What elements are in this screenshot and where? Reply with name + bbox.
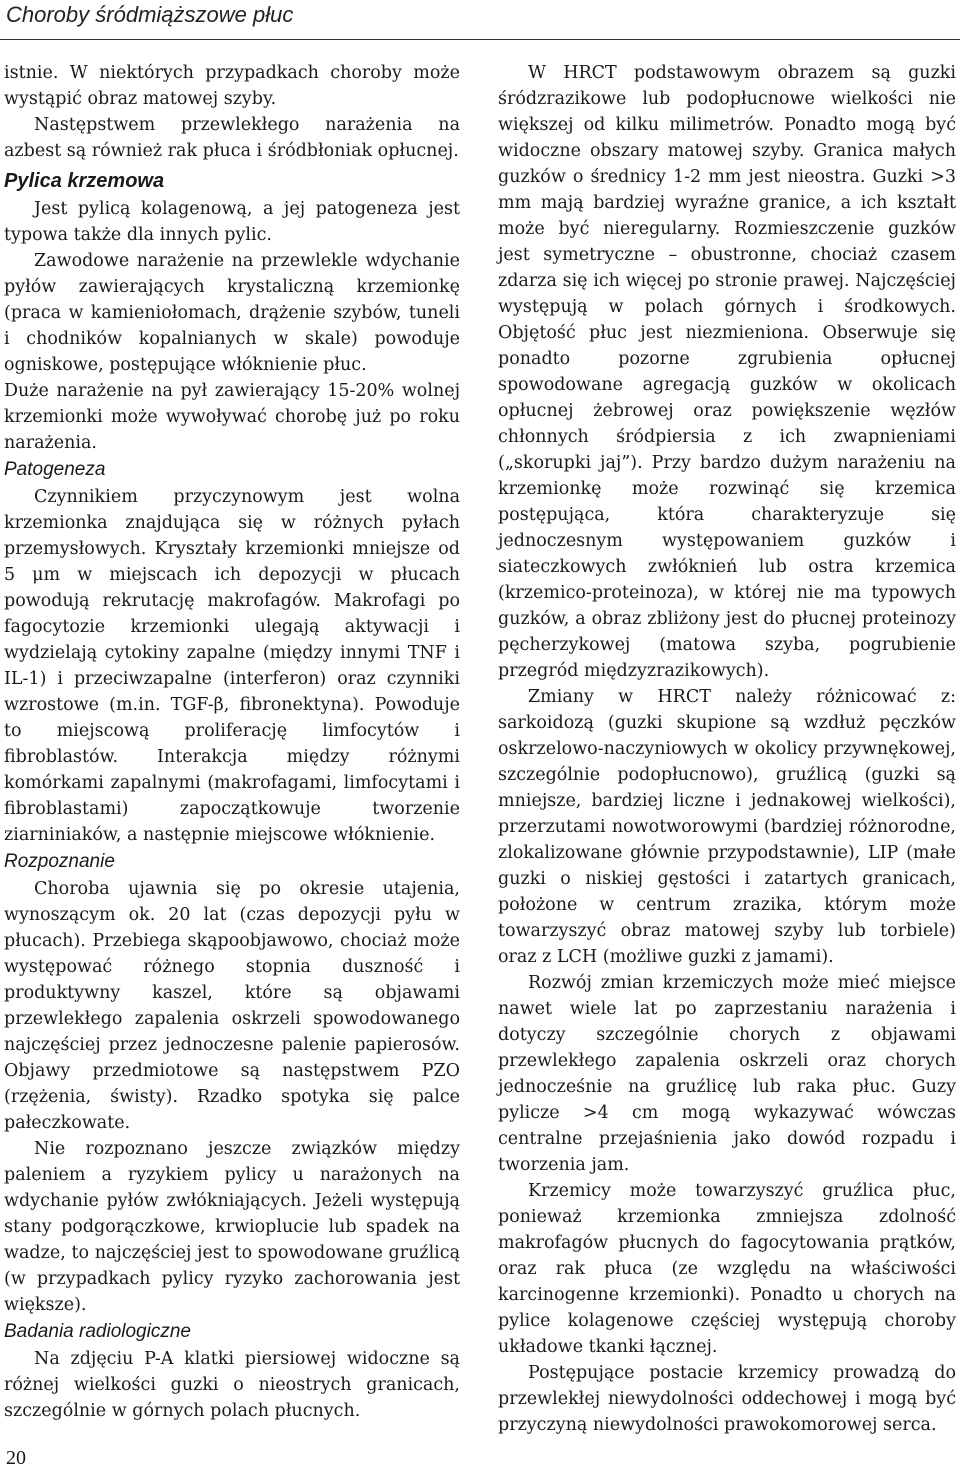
section-heading-pylica: Pylica krzemowa	[4, 170, 165, 192]
paragraph: Postępujące postacie krzemicy prowadzą do przewlekłej niewydolności oddechowej i mogą być przyczyną niewydolności prawokomorowej serca.	[498, 1363, 956, 1435]
paragraph: W HRCT podstawowym obrazem są guzki śródzrazikowe lub podopłucnowe wielkości nie większej od kilku milimetrów. Ponadto mogą być widoczne obszary matowej szyby. Granica małych guzków o średnicy 1-2 mm jest nieostra. Guzki >3 mm mają bardziej wyraźne granice, a ich kształt może być nieregularny. Rozmieszczenie guzków jest symetryczne – obustronne, chociaż czasem zdarza się ich więcej po stronie prawej. Najczęściej występują w polach górnych i środkowych. Objętość płuc jest niezmieniona. Obserwuje się ponadto pozorne zgrubienia opłucnej spowodowane agregacją guzków w okolicach opłucnej żebrowej oraz powiększenie węzłów chłonnych śródpiersia z ich zwapnieniami („skorupki jaj”). Przy bardzo dużym narażeniu na krzemionkę może rozwinąć się krzemica postępująca, która charakteryzuje się jednoczesnym występowaniem guzków i siateczkowych zwłóknień lub ostra krzemica (krzemico-proteinoza), w której nie ma typowych guzków, a obraz zbliżony jest do płucnej proteinozy pęcherzykowej (matowa szyba, pogrubienie przegród międzyzrazikowych).	[498, 63, 956, 681]
paragraph: Krzemicy może towarzyszyć gruźlica płuc, ponieważ krzemionka zmniejsza zdolność makrofagów płucnych do fagocytowania prątków, oraz rak płuca (ze względu na właściwości karcinogenne krzemionki). Ponadto u chorych na pylice kolagenowe częściej występują choroby układowe tkanki łącznej.	[498, 1181, 956, 1357]
paragraph: Rozwój zmian krzemiczych może mieć miejsce nawet wiele lat po zaprzestaniu narażenia i dotyczy szczególnie chorych z objawami przewlekłego zapalenia oskrzeli oraz chorych jednocześnie na gruźlicę lub raka płuc. Guzy pylicze >4 cm mogą wykazywać wówczas centralne przejaśnienia jako dowód rozpadu i tworzenia jam.	[498, 973, 956, 1175]
paragraph: Zmiany w HRCT należy różnicować z: sarkoidozą (guzki skupione są wzdłuż pęczków oskrzelowo-naczyniowych w okolicy przywnękowej, szczególnie podopłucnowo), gruźlicą (guzki są mniejsze, bardziej liczne i jednakowej wielkości), przerzutami nowotworowymi (bardziej różnorodne, zlokalizowane głównie przypodstawnie), LIP (małe guzki o niskiej gęstości i zatartych granicach, położone w centrum zrazika, którym może towarzyszyć obraz matowej szyby lub torbiele) oraz z LCH (możliwe guzki z jamami).	[498, 687, 956, 967]
subsection-heading-patogeneza: Patogeneza	[4, 459, 106, 480]
paragraph: Na zdjęciu P-A klatki piersiowej widoczne są różnej wielkości guzki o nieostrych granicach, szczególnie w górnych polach płucnych.	[4, 1349, 460, 1421]
paragraph: Zawodowe narażenie na przewlekle wdychanie pyłów zawierających krystaliczną krzemionkę (praca w kamieniołomach, drążenie szybów, tuneli i chodników kopalnianych w skale) powoduje ogniskowe, postępujące włóknienie płuc.	[4, 251, 460, 375]
subsection-heading-badania: Badania radiologiczne	[4, 1321, 191, 1342]
header-rule	[0, 39, 960, 40]
paragraph: Jest pylicą kolagenową, a jej patogeneza jest typowa także dla innych pylic.	[4, 199, 460, 245]
paragraph: Następstwem przewlekłego narażenia na azbest są również rak płuca i śródbłoniak opłucnej.	[4, 115, 460, 161]
paragraph: Czynnikiem przyczynowym jest wolna krzemionka znajdująca się w różnych pyłach przemysłowych. Kryształy krzemionki mniejsze od 5 μm w miejscach ich depozycji w płucach powodują rekrutację makrofagów. Makrofagi po fagocytozie krzemionki ulegają aktywacji i wydzielają cytokiny zapalne (między innymi TNF i IL-1) i przeciwzapalne (interferon) oraz czynniki wzrostowe (m.in. TGF-β, fibronektyna). Powoduje to miejscową proliferację limfocytów i fibroblastów. Interakcja między różnymi komórkami zapalnymi (makrofagami, limfocytami i fibroblastami) zapoczątkowuje tworzenie ziarniniaków, a następnie miejscowe włóknienie.	[4, 487, 460, 845]
subsection-heading-rozpoznanie: Rozpoznanie	[4, 851, 115, 872]
left-column	[4, 60, 460, 1424]
right-column	[498, 60, 956, 1438]
paragraph: Duże narażenie na pył zawierający 15-20% wolnej krzemionki może wywoływać chorobę już po roku narażenia.	[4, 381, 460, 453]
paragraph: Nie rozpoznano jeszcze związków między paleniem a ryzykiem pylicy u narażonych na wdychanie pyłów zwłókniających. Jeżeli występują stany podgorączkowe, krwioplucie lub spadek na wadze, to najczęściej jest to spowodowane gruźlicą (w przypadkach pylicy ryzyko zachorowania jest większe).	[4, 1139, 460, 1315]
page-number: 20	[6, 1447, 26, 1469]
paragraph: Choroba ujawnia się po okresie utajenia, wynoszącym ok. 20 lat (czas depozycji pyłu w płucach). Przebiega skąpoobjawowo, chociaż może występować różnego stopnia duszność i produktywny kaszel, które są objawami przewlekłego zapalenia oskrzeli spowodowanego najczęściej przez jednoczesne palenie papierosów. Objawy przedmiotowe są następstwem PZO (rzężenia, świsty). Rzadko spotyka się palce pałeczkowate.	[4, 879, 460, 1133]
running-header: Choroby śródmiąższowe płuc	[6, 2, 294, 27]
paragraph: istnie. W niektórych przypadkach choroby może wystąpić obraz matowej szyby.	[4, 63, 460, 109]
